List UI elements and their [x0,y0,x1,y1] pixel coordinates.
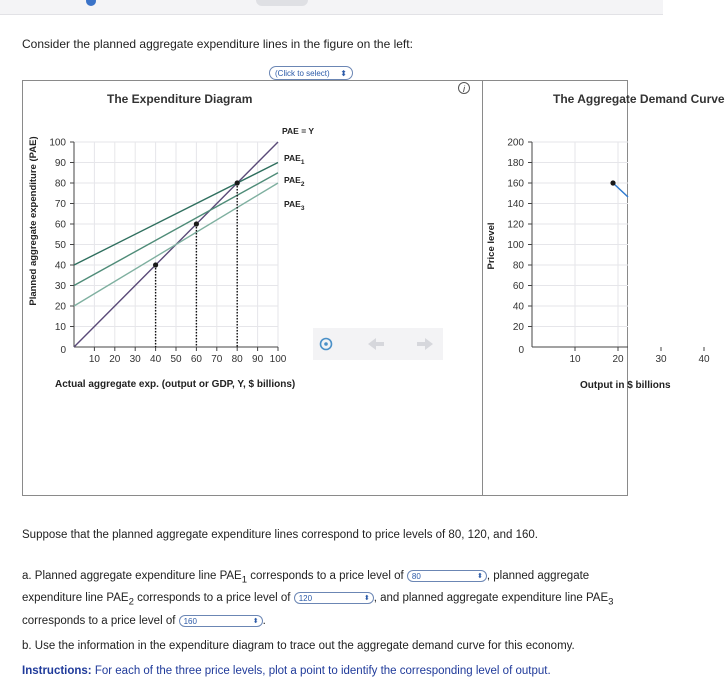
select-chevron-icon: ⬍ [252,617,259,625]
part-a-subscript: 2 [128,596,134,608]
aggregate-demand-panel [482,80,725,496]
ad-x-axis-label: Output in $ billions [580,380,671,391]
part-a-fragment: corresponds to a price level of [22,614,179,627]
y-tick-label: 40 [54,260,66,272]
ad-curve-endpoint[interactable] [610,180,615,185]
aggregate-demand-title: The Aggregate Demand Curve [553,92,725,106]
svg-text:PAE2 [284,175,305,188]
pae3-price-select[interactable] [179,615,263,627]
origin-label: 0 [60,345,66,356]
y-tick-label: 90 [54,158,66,169]
part-a-fragment: . [262,614,266,627]
pae3-label: PAE [284,199,301,209]
part-b-text: b. Use the information in the expenditure diagram to trace out the aggregate demand curve for this economy. [22,640,575,652]
x-tick-label: 50 [170,354,182,365]
instructions-label: Instructions: [22,665,92,677]
x-tick-label: 10 [88,354,100,365]
ad-x-tick-label: 30 [655,354,667,365]
y-tick-label: 60 [54,219,66,231]
y-tick-label: 20 [54,301,66,313]
ad-curve-segment[interactable] [613,183,628,197]
select-chevron-icon: ⬍ [477,572,483,580]
ad-y-tick-label: 140 [507,199,524,210]
select-chevron-icon: ⬍ [340,69,347,78]
pae1-price-value: 80 [411,571,421,581]
y-tick-label: 30 [54,281,66,292]
ad-y-tick-label: 40 [512,301,524,313]
part-a-fragment: corresponds to a price level of [247,570,407,582]
info-icon[interactable]: i [458,82,470,94]
x-tick-label: 60 [190,354,202,365]
pae1-price-select[interactable] [407,570,487,582]
pae1-subscript: 1 [300,159,305,166]
y-tick-label: 50 [54,240,66,251]
expenditure-diagram-title: The Expenditure Diagram [107,92,253,106]
x-tick-label: 90 [252,354,264,365]
ad-y-tick-label: 180 [507,158,524,169]
ad-y-tick-label: 160 [507,178,524,190]
svg-text:PAE3 [284,199,305,212]
pae3-price-value: 160 [183,616,197,626]
equilibrium-point [235,180,240,185]
ad-y-axis-label: Price level [486,222,497,270]
ad-y-tick-label: 60 [512,281,524,292]
pae3-subscript: 3 [300,205,305,212]
x-tick-label: 20 [109,354,121,365]
y-tick-label: 100 [49,137,66,149]
expenditure-x-axis-label: Actual aggregate exp. (output or GDP, Y, $ billions) [55,379,296,390]
x-tick-label: 100 [269,354,287,365]
progress-dot-icon [86,0,96,6]
y-tick-label: 80 [54,178,66,190]
x-tick-label: 80 [231,354,243,365]
ad-y-tick-label: 20 [512,322,524,333]
ad-x-tick-label: 20 [612,354,624,365]
part-a-text [22,567,622,630]
pae2-label: PAE [284,175,301,185]
x-tick-label: 70 [211,354,223,365]
y-tick-label: 70 [54,199,66,210]
ad-origin-label: 0 [518,345,524,356]
pae-y-label: PAE = Y [282,126,315,136]
ad-y-tick-label: 120 [507,219,524,231]
graph-select-value: (Click to select) [275,69,330,78]
select-chevron-icon: ⬍ [363,595,370,603]
part-a-subscript: 1 [241,574,248,586]
top-tab[interactable] [256,0,308,6]
top-toolbar [0,0,663,15]
equilibrium-point [194,221,199,226]
pae2-price-value: 120 [298,594,313,604]
equilibrium-point [153,262,158,267]
ad-x-tick-label: 40 [698,354,710,365]
ad-y-tick-label: 80 [512,260,524,272]
pae2-subscript: 2 [300,181,305,188]
part-a-subscript: 3 [608,596,614,608]
part-a-fragment: corresponds to a price level of [133,592,294,605]
part-a-fragment: , and planned aggregate expenditure line PAE [373,592,609,605]
ad-x-tick-label: 10 [569,354,581,365]
pae1-label: PAE [284,153,301,163]
expenditure-y-axis-label: Planned aggregate expenditure (PAE) [28,136,39,306]
y-tick-label: 10 [54,322,66,333]
part-a-fragment: , planned aggregate expenditure line PAE [22,570,590,605]
graph-select-dropdown[interactable] [269,66,353,80]
intro-text: Consider the planned aggregate expenditure lines in the figure on the left: [22,37,413,51]
question-intro: Suppose that the planned aggregate expenditure lines correspond to price levels of 80, 120, and 160. [22,529,538,541]
x-tick-label: 30 [129,354,141,365]
instructions-text: For each of the three price levels, plot a point to identify the corresponding level of output. [91,665,551,677]
expenditure-chart[interactable] [23,81,482,495]
instructions [22,665,551,677]
part-a-fragment: a. Planned aggregate expenditure line PAE [22,570,242,582]
pae2-price-select[interactable] [294,592,374,604]
svg-text:PAE1 [284,153,305,166]
ad-y-tick-label: 200 [507,137,524,149]
expenditure-diagram-panel [22,80,483,496]
x-tick-label: 40 [150,354,162,365]
ad-y-tick-label: 100 [507,240,524,251]
